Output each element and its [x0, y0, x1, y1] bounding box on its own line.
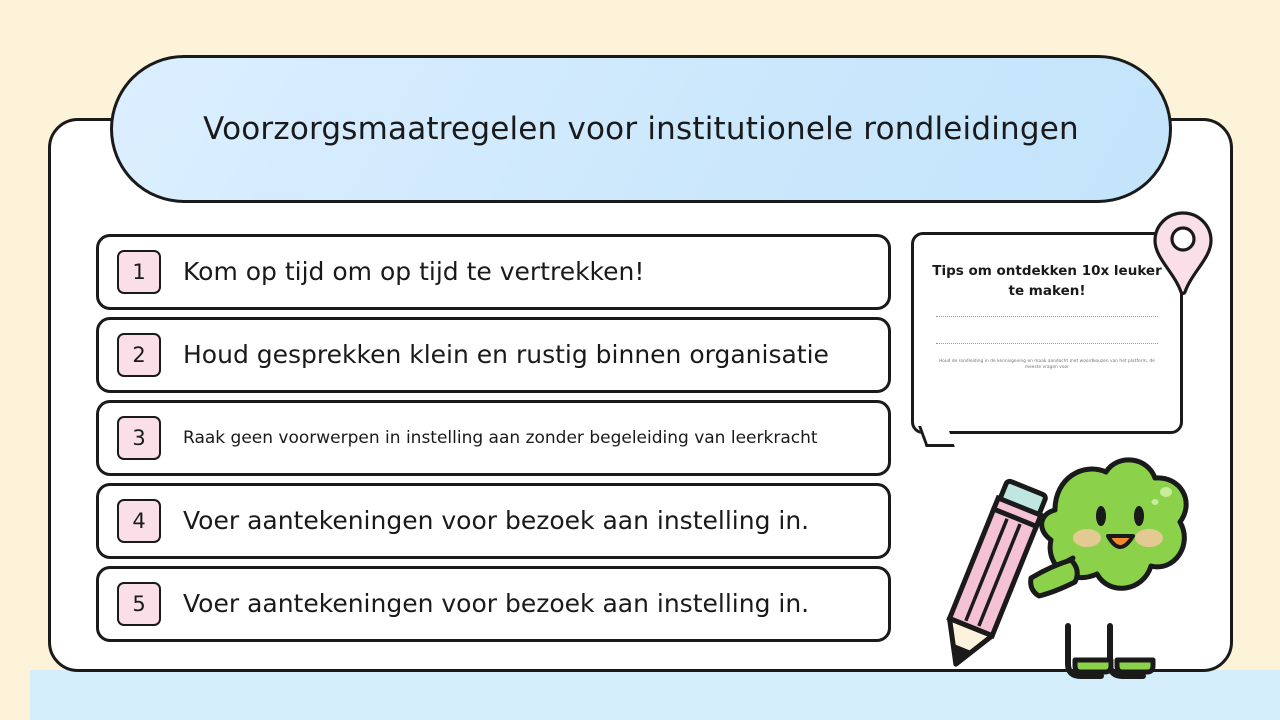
step-number-badge: 5	[117, 582, 161, 626]
list-item[interactable]	[96, 566, 891, 642]
page-title: Voorzorgsmaatregelen voor institutionele rondleidingen	[203, 111, 1079, 147]
list-item[interactable]	[96, 317, 891, 393]
tips-note-card	[911, 232, 1183, 434]
background-band-bottom-left	[0, 670, 30, 720]
step-number-badge: 2	[117, 333, 161, 377]
step-text: Voer aantekeningen voor bezoek aan instelling in.	[183, 589, 810, 619]
map-pin-icon	[1152, 210, 1214, 296]
background-band-left	[0, 0, 30, 720]
list-item[interactable]	[96, 234, 891, 310]
step-text: Kom op tijd om op tijd te vertrekken!	[183, 257, 645, 287]
step-text: Houd gesprekken klein en rustig binnen organisatie	[183, 340, 829, 370]
list-item[interactable]	[96, 400, 891, 476]
steps-list	[96, 234, 891, 649]
list-item[interactable]	[96, 483, 891, 559]
note-divider	[936, 343, 1158, 344]
title-banner	[110, 55, 1172, 203]
step-text: Raak geen voorwerpen in instelling aan zonder begeleiding van leerkracht	[183, 427, 818, 448]
tips-note-fine-print: Houd de rondleiding in de kennisgeving en maak aandacht met woordkeuzen van het platform, de meeste vragen voor	[939, 357, 1155, 370]
step-number-badge: 1	[117, 250, 161, 294]
note-divider	[936, 316, 1158, 317]
tips-note-title: Tips om ontdekken 10x leuker te maken!	[932, 263, 1162, 300]
clover-mascot-icon	[905, 440, 1205, 690]
step-text: Voer aantekeningen voor bezoek aan instelling in.	[183, 506, 810, 536]
step-number-badge: 3	[117, 416, 161, 460]
step-number-badge: 4	[117, 499, 161, 543]
